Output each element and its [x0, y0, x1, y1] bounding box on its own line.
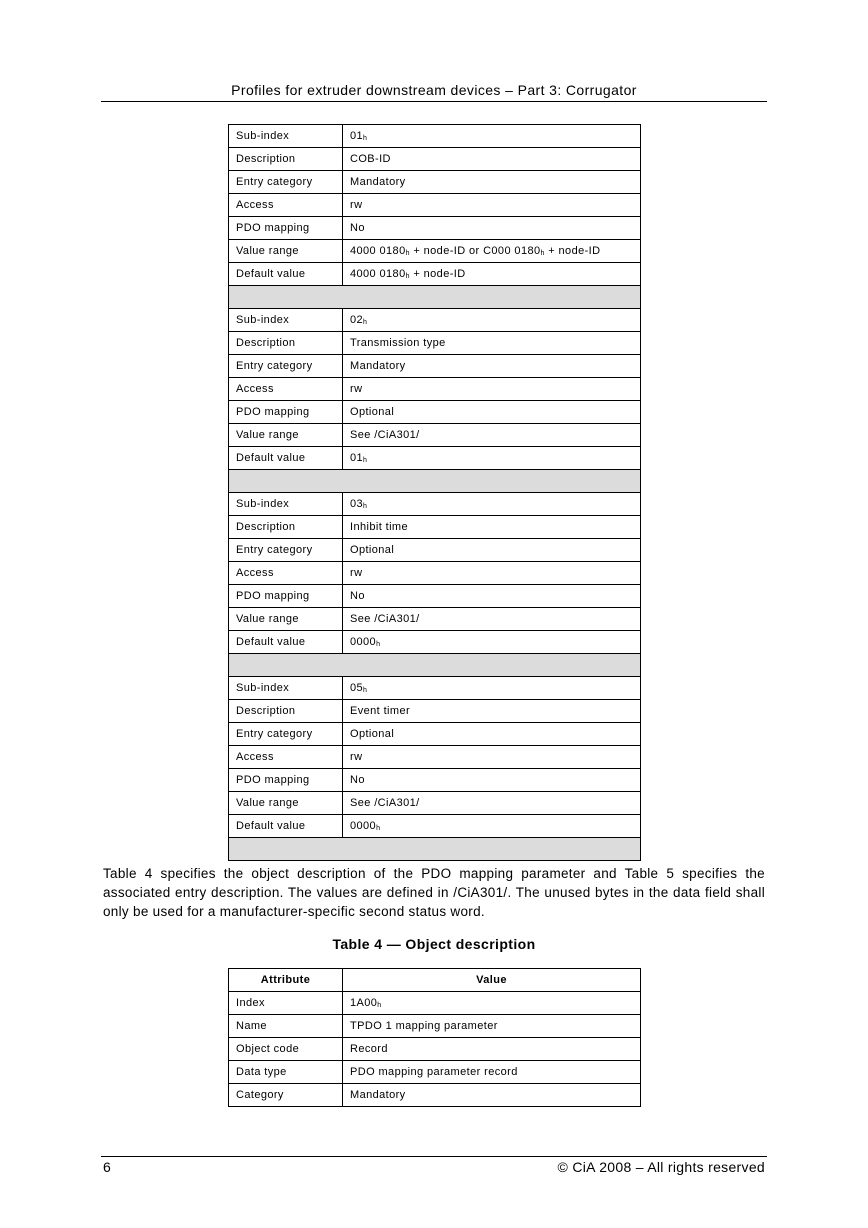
value-cell	[343, 1061, 641, 1084]
separator-cell	[229, 654, 641, 677]
attribute-cell: PDO mapping	[229, 585, 343, 608]
attribute-cell: Description	[229, 148, 343, 171]
attribute-cell: Description	[229, 516, 343, 539]
subscript-h: h	[376, 825, 381, 832]
value-text: 01	[350, 130, 364, 142]
table-row	[229, 792, 641, 815]
attribute-cell: Value range	[229, 608, 343, 631]
separator-cell	[229, 838, 641, 861]
value-text: Mandatory	[350, 360, 406, 372]
value-cell	[343, 332, 641, 355]
value-cell	[343, 585, 641, 608]
header-title: Profiles for extruder downstream devices – Part 3: Corrugator	[231, 82, 637, 98]
value-cell	[343, 769, 641, 792]
table-row	[229, 1084, 641, 1107]
table-row	[229, 355, 641, 378]
table-row	[229, 539, 641, 562]
table-row	[229, 171, 641, 194]
value-cell	[343, 125, 641, 148]
value-text: TPDO 1 mapping parameter	[350, 1020, 498, 1032]
attribute-cell: PDO mapping	[229, 769, 343, 792]
value-text: See /CiA301/	[350, 613, 420, 625]
value-cell	[343, 677, 641, 700]
table-row	[229, 194, 641, 217]
table-row	[229, 263, 641, 286]
subscript-h: h	[363, 503, 368, 510]
attribute-cell: Access	[229, 378, 343, 401]
value-text: PDO mapping parameter record	[350, 1066, 518, 1078]
attribute-cell: Index	[229, 992, 343, 1015]
separator-cell	[229, 470, 641, 493]
page-header	[101, 82, 767, 102]
value-text: + node-ID or C000 0180	[409, 245, 541, 257]
separator-row	[229, 470, 641, 493]
value-cell	[343, 631, 641, 654]
attribute-cell: Default value	[229, 263, 343, 286]
value-text: rw	[350, 383, 363, 395]
attribute-cell: Sub-index	[229, 125, 343, 148]
attribute-cell: Value range	[229, 424, 343, 447]
value-text: 01	[350, 452, 364, 464]
value-cell	[343, 401, 641, 424]
table-row	[229, 1061, 641, 1084]
attribute-cell: Default value	[229, 447, 343, 470]
value-cell	[343, 700, 641, 723]
table-row	[229, 631, 641, 654]
table-row	[229, 746, 641, 769]
attribute-cell: Default value	[229, 815, 343, 838]
table-caption: Table 4 — Object description	[332, 936, 536, 952]
column-header-value: Value	[343, 969, 641, 992]
value-cell	[343, 992, 641, 1015]
value-text: rw	[350, 751, 363, 763]
table-row	[229, 677, 641, 700]
table-row	[229, 332, 641, 355]
value-cell	[343, 171, 641, 194]
value-cell	[343, 746, 641, 769]
value-text: 0000	[350, 636, 377, 648]
value-cell	[343, 1084, 641, 1107]
value-text: COB-ID	[350, 153, 391, 165]
value-cell	[343, 562, 641, 585]
subscript-h: h	[376, 641, 381, 648]
table-row	[229, 700, 641, 723]
value-cell	[343, 217, 641, 240]
value-text: 1A00	[350, 997, 378, 1009]
attribute-cell: PDO mapping	[229, 401, 343, 424]
page-number: 6	[103, 1159, 112, 1175]
attribute-cell: Entry category	[229, 171, 343, 194]
value-text: See /CiA301/	[350, 797, 420, 809]
separator-row	[229, 654, 641, 677]
value-cell	[343, 493, 641, 516]
value-cell	[343, 378, 641, 401]
attribute-cell: Description	[229, 332, 343, 355]
subscript-h: h	[540, 250, 545, 257]
attribute-cell: Entry category	[229, 539, 343, 562]
attribute-cell: Name	[229, 1015, 343, 1038]
value-text: 4000 0180	[350, 268, 406, 280]
attribute-cell: Access	[229, 194, 343, 217]
value-cell	[343, 1015, 641, 1038]
table-row	[229, 1038, 641, 1061]
attribute-cell: Category	[229, 1084, 343, 1107]
table-row	[229, 992, 641, 1015]
table-row	[229, 516, 641, 539]
value-cell	[343, 355, 641, 378]
value-cell	[343, 424, 641, 447]
object-description-table	[228, 968, 641, 1107]
value-text: 03	[350, 498, 364, 510]
table-row	[229, 608, 641, 631]
attribute-cell: Access	[229, 746, 343, 769]
column-header-attribute: Attribute	[229, 969, 343, 992]
attribute-cell: Data type	[229, 1061, 343, 1084]
value-cell	[343, 723, 641, 746]
subscript-h: h	[405, 273, 410, 280]
value-text: 4000 0180	[350, 245, 406, 257]
value-cell	[343, 516, 641, 539]
value-text: Mandatory	[350, 176, 406, 188]
value-text: rw	[350, 567, 363, 579]
value-text: Event timer	[350, 705, 411, 717]
attribute-cell: PDO mapping	[229, 217, 343, 240]
table-row	[229, 1015, 641, 1038]
attribute-cell: Sub-index	[229, 493, 343, 516]
page-footer	[101, 1156, 767, 1175]
body-paragraph: Table 4 specifies the object description of the PDO mapping parameter and Table 5 specifies the associated entry description. The values are defined in /CiA301/. The unused bytes in the data field shall only be used for a manufacturer-specific second status word.	[103, 866, 765, 919]
value-text: See /CiA301/	[350, 429, 420, 441]
value-cell	[343, 447, 641, 470]
value-text: No	[350, 774, 365, 786]
value-cell	[343, 1038, 641, 1061]
table-row	[229, 401, 641, 424]
attribute-cell: Object code	[229, 1038, 343, 1061]
value-cell	[343, 148, 641, 171]
value-cell	[343, 539, 641, 562]
value-cell	[343, 608, 641, 631]
table-row	[229, 125, 641, 148]
value-text: No	[350, 590, 365, 602]
subscript-h: h	[377, 1002, 382, 1009]
value-text: Record	[350, 1043, 388, 1055]
separator-cell	[229, 286, 641, 309]
table-row	[229, 723, 641, 746]
copyright-notice: © CiA 2008 – All rights reserved	[557, 1159, 765, 1175]
subscript-h: h	[363, 457, 368, 464]
attribute-cell: Value range	[229, 792, 343, 815]
subscript-h: h	[405, 250, 410, 257]
attribute-cell: Default value	[229, 631, 343, 654]
value-text: Inhibit time	[350, 521, 408, 533]
value-cell	[343, 263, 641, 286]
subscript-h: h	[363, 135, 368, 142]
value-cell	[343, 194, 641, 217]
table-row	[229, 217, 641, 240]
attribute-cell: Description	[229, 700, 343, 723]
table-row	[229, 562, 641, 585]
separator-row	[229, 838, 641, 861]
value-text: Transmission type	[350, 337, 446, 349]
attribute-cell: Entry category	[229, 723, 343, 746]
attribute-cell: Sub-index	[229, 309, 343, 332]
subscript-h: h	[363, 687, 368, 694]
table-row	[229, 424, 641, 447]
table-row	[229, 309, 641, 332]
value-cell	[343, 815, 641, 838]
entry-description-table	[228, 124, 641, 861]
value-cell	[343, 792, 641, 815]
attribute-cell: Entry category	[229, 355, 343, 378]
table-row	[229, 769, 641, 792]
value-text: rw	[350, 199, 363, 211]
separator-row	[229, 286, 641, 309]
value-cell	[343, 309, 641, 332]
value-text: 05	[350, 682, 364, 694]
value-text: Optional	[350, 728, 395, 740]
value-text: No	[350, 222, 365, 234]
table-row	[229, 447, 641, 470]
value-text: Optional	[350, 406, 395, 418]
table-row	[229, 815, 641, 838]
subscript-h: h	[363, 319, 368, 326]
table-row	[229, 378, 641, 401]
table-row	[229, 148, 641, 171]
table-row	[229, 493, 641, 516]
value-cell	[343, 240, 641, 263]
value-text: 02	[350, 314, 364, 326]
table-row	[229, 240, 641, 263]
attribute-cell: Value range	[229, 240, 343, 263]
value-text: Optional	[350, 544, 395, 556]
value-text: + node-ID	[544, 245, 601, 257]
attribute-cell: Sub-index	[229, 677, 343, 700]
table-row	[229, 585, 641, 608]
table-header-row	[229, 969, 641, 992]
value-text: + node-ID	[409, 268, 466, 280]
value-text: Mandatory	[350, 1089, 406, 1101]
attribute-cell: Access	[229, 562, 343, 585]
value-text: 0000	[350, 820, 377, 832]
